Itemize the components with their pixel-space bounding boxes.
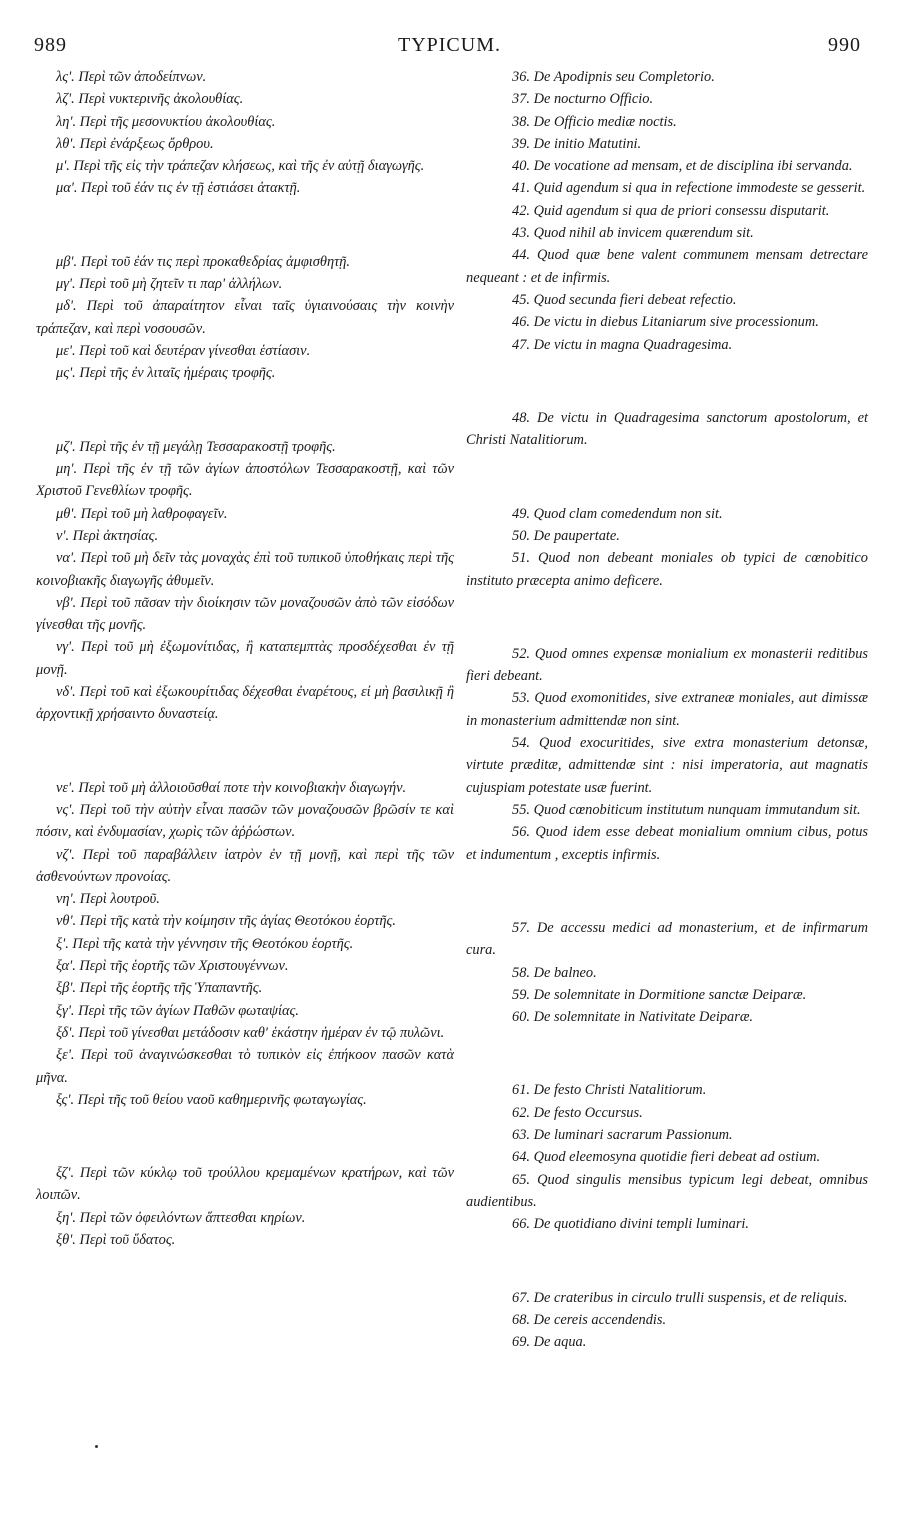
greek-chapter-title: λθ'. Περὶ ἐνάρξεως ὄρθρου. xyxy=(56,135,214,152)
greek-chapter-title: μ'. Περὶ τῆς εἰς τὴν τράπεζαν κλήσεως, καὶ τῆς ἐν αὐτῇ διαγωγῆς. xyxy=(56,158,425,175)
latin-chapter-title: 48. De victu in Quadragesima sanctorum apostolorum, et Christi Natalitiorum. xyxy=(466,409,868,449)
latin-chapter-title: 51. Quod non debeant moniales ob typici de cœnobitico instituto præcepta animo deficere. xyxy=(466,550,868,589)
greek-column xyxy=(36,66,454,1251)
greek-chapter-title: μδ'. Περὶ τοῦ ἀπαραίτητον εἶναι ταῖς ὑγιαινούσαις τὴν κοινὴν τράπεζαν, καὶ περὶ νοσουσῶν. xyxy=(36,298,454,337)
latin-chapter-title: 57. De accessu medici ad monasterium, et de infirmarum cura. xyxy=(466,919,868,959)
latin-chapter-title: 49. Quod clam comedendum non sit. xyxy=(512,505,723,522)
greek-chapter-title: ξθ'. Περὶ τοῦ ὕδατος. xyxy=(56,1232,176,1249)
latin-chapter-title: 46. De victu in diebus Litaniarum sive processionum. xyxy=(512,314,819,331)
latin-chapter-title: 44. Quod quæ bene valent communem mensam detrectare nequeant : et de infirmis. xyxy=(466,247,868,286)
spacer xyxy=(36,740,454,762)
greek-chapter-title: ξδ'. Περὶ τοῦ γίνεσθαι μετάδοσιν καθ' ἑκάστην ἡμέραν ἐν τῷ πυλῶνι. xyxy=(56,1024,445,1041)
greek-chapter-title: ξγ'. Περὶ τῆς τῶν ἁγίων Παθῶν φωταψίας. xyxy=(56,1002,299,1019)
greek-chapter-title: νς'. Περὶ τοῦ τὴν αὐτὴν εἶναι πασῶν τῶν μοναζουσῶν βρῶσίν τε καὶ πόσιν, καὶ ἐνδυμασίαν, χωρὶς τῶν ἀῤῥώστων. xyxy=(36,801,454,841)
spacer xyxy=(466,466,868,488)
latin-chapter-title: 41. Quid agendum si qua in refectione immodeste se gesserit. xyxy=(512,180,866,197)
greek-chapter-title: να'. Περὶ τοῦ μὴ δεῖν τὰς μοναχὰς ἐπὶ τοῦ τυπικοῦ ὑποθήκαις περὶ τῆς κοινοβιακῆς διαγωγῆς ἀθυμεῖν. xyxy=(36,550,454,589)
latin-chapter-title: 60. De solemnitate in Nativitate Deiparæ. xyxy=(512,1009,754,1026)
greek-chapter-title: μβ'. Περὶ τοῦ ἐάν τις περὶ προκαθεδρίας ἀμφισθητῇ. xyxy=(56,253,350,270)
greek-chapter-title: νγ'. Περὶ τοῦ μὴ ἐξωμονίτιδας, ἢ καταπεμπτὰς προσδέχεσθαι ἐν τῇ μονῇ. xyxy=(36,639,454,678)
greek-chapter-title: νβ'. Περὶ τοῦ πᾶσαν τὴν διοίκησιν τῶν μοναζουσῶν ἀπὸ τῶν εἰσόδων γίνεσθαι τῆς μονῆς. xyxy=(36,594,454,634)
greek-chapter-title: μη'. Περὶ τῆς ἐν τῇ τῶν ἁγίων ἀποστόλων Τεσσαρακοστῇ, καὶ τῶν Χριστοῦ Γενεθλίων τροφῆς. xyxy=(36,461,454,500)
greek-chapter-title: μζ'. Περὶ τῆς ἐν τῇ μεγάλῃ Τεσσαρακοστῇ τροφῆς. xyxy=(56,438,336,455)
spacer xyxy=(36,1126,454,1148)
greek-chapter-title: ξα'. Περὶ τῆς ἑορτῆς τῶν Χριστουγέννων. xyxy=(56,958,289,975)
latin-chapter-title: 66. De quotidiano divini templi luminari. xyxy=(512,1216,750,1233)
spacer xyxy=(466,606,868,628)
latin-chapter-title: 68. De cereis accendendis. xyxy=(512,1311,667,1328)
spacer xyxy=(466,370,868,392)
greek-chapter-title: λη'. Περὶ τῆς μεσονυκτίου ἀκολουθίας. xyxy=(56,113,276,130)
latin-chapter-title: 39. De initio Matutini. xyxy=(512,135,642,152)
latin-chapter-title: 38. De Officio mediæ noctis. xyxy=(512,113,677,130)
latin-chapter-title: 65. Quod singulis mensibus typicum legi debeat, omnibus audientibus. xyxy=(466,1171,868,1210)
latin-chapter-title: 45. Quod secunda fieri debeat refectio. xyxy=(512,291,737,308)
latin-chapter-title: 64. Quod eleemosyna quotidie fieri debeat ad ostium. xyxy=(512,1149,821,1166)
spacer xyxy=(36,399,454,421)
latin-chapter-title: 63. De luminari sacrarum Passionum. xyxy=(512,1127,733,1144)
latin-chapter-title: 54. Quod exocuritides, sive extra monasterium detonsæ, virtute præditæ, admittendæ sint : nisi imperatoria, aut magnatis cujuspiam potestate usæ fuerint. xyxy=(466,735,868,796)
greek-chapter-title: μα'. Περὶ τοῦ ἐάν τις ἐν τῇ ἑστιάσει ἀτακτῇ. xyxy=(56,180,301,197)
latin-chapter-title: 61. De festo Christi Natalitiorum. xyxy=(512,1082,707,1099)
latin-chapter-title: 55. Quod cœnobiticum institutum nunquam immutandum sit. xyxy=(512,801,861,818)
spacer xyxy=(466,1043,868,1065)
greek-chapter-title: ξ'. Περὶ τῆς κατὰ τὴν γέννησιν τῆς Θεοτόκου ἑορτῆς. xyxy=(56,935,354,952)
greek-chapter-title: ν'. Περὶ ἀκτησίας. xyxy=(56,527,159,544)
latin-chapter-title: 36. De Apodipnis seu Completorio. xyxy=(512,69,715,85)
latin-column xyxy=(466,66,868,1354)
latin-chapter-title: 37. De nocturno Officio. xyxy=(512,91,654,108)
greek-chapter-title: ξε'. Περὶ τοῦ ἀναγινώσκεσθαι τὸ τυπικὸν εἰς ἐπήκοον πασῶν κατὰ μῆνα. xyxy=(36,1047,454,1086)
spacer xyxy=(466,880,868,902)
page-number-left: 989 xyxy=(34,34,67,56)
latin-chapter-title: 56. Quod idem esse debeat monialium omnium cibus, potus et indumentum , exceptis infirmis. xyxy=(466,824,868,863)
greek-chapter-title: μθ'. Περὶ τοῦ μὴ λαθροφαγεῖν. xyxy=(56,505,228,522)
greek-chapter-title: νη'. Περὶ λουτροῦ. xyxy=(56,891,160,908)
greek-chapter-title: μγ'. Περὶ τοῦ μὴ ζητεῖν τι παρ' ἀλλήλων. xyxy=(56,276,283,293)
latin-chapter-title: 50. De paupertate. xyxy=(512,527,620,544)
latin-chapter-title: 47. De victu in magna Quadragesima. xyxy=(512,336,733,353)
latin-chapter-title: 67. De crateribus in circulo trulli suspensis, et de reliquis. xyxy=(512,1289,848,1306)
latin-chapter-title: 40. De vocatione ad mensam, et de disciplina ibi servanda. xyxy=(512,158,853,175)
greek-chapter-title: ξζ'. Περὶ τῶν κύκλῳ τοῦ τρούλλου κρεμαμένων κρατήρων, καὶ τῶν λοιπῶν. xyxy=(36,1165,454,1204)
greek-chapter-title: με'. Περὶ τοῦ καὶ δευτέραν γίνεσθαι ἑστίασιν. xyxy=(56,343,311,360)
latin-chapter-title: 42. Quid agendum si qua de priori consessu disputarit. xyxy=(512,202,830,219)
ink-speck xyxy=(95,1445,98,1448)
running-title: TYPICUM. xyxy=(397,34,501,56)
latin-chapter-title: 53. Quod exomonitides, sive extraneæ moniales, aut dimissæ in monasterium admittendæ non sint. xyxy=(466,690,868,729)
greek-chapter-title: ξη'. Περὶ τῶν ὀφειλόντων ἅπτεσθαι κηρίων. xyxy=(56,1209,306,1226)
greek-chapter-title: λς'. Περὶ τῶν ἀποδείπνων. xyxy=(56,69,207,85)
latin-chapter-title: 62. De festo Occursus. xyxy=(512,1104,643,1121)
greek-chapter-title: νθ'. Περὶ τῆς κατὰ τὴν κοίμησιν τῆς ἁγίας Θεοτόκου ἑορτῆς. xyxy=(56,913,396,930)
greek-chapter-title: ξς'. Περὶ τῆς τοῦ θείου ναοῦ καθημερινῆς φωταγωγίας. xyxy=(56,1091,367,1108)
greek-chapter-title: ξβ'. Περὶ τῆς ἑορτῆς τῆς Ὑπαπαντῆς. xyxy=(56,980,263,997)
latin-chapter-title: 58. De balneo. xyxy=(512,964,597,981)
greek-chapter-title: νζ'. Περὶ τοῦ παραβάλλειν ἰατρὸν ἐν τῇ μονῇ, καὶ περὶ τῆς τῶν ἀσθενούντων προνοίας. xyxy=(36,846,454,885)
latin-chapter-title: 52. Quod omnes expensæ monialium ex monasterii reditibus fieri debeant. xyxy=(466,645,868,685)
greek-chapter-title: νδ'. Περὶ τοῦ καὶ ἐξωκουρίτιδας δέχεσθαι ἐναρέτους, εἰ μὴ βασιλικῇ ἢ ἀρχοντικῇ χρήσαιντο δυναστείᾳ. xyxy=(36,683,454,723)
greek-chapter-title: νε'. Περὶ τοῦ μὴ ἀλλοιοῦσθαί ποτε τὴν κοινοβιακὴν διαγωγήν. xyxy=(56,779,407,796)
spacer xyxy=(466,1250,868,1272)
latin-chapter-title: 69. De aqua. xyxy=(512,1334,587,1351)
latin-chapter-title: 43. Quod nihil ab invicem quærendum sit. xyxy=(512,225,754,242)
page-number-right: 990 xyxy=(828,34,861,56)
latin-chapter-title: 59. De solemnitate in Dormitione sanctæ Deiparæ. xyxy=(512,986,807,1003)
running-header xyxy=(0,34,899,58)
greek-chapter-title: μς'. Περὶ τῆς ἐν λιταῖς ἡμέραις τροφῆς. xyxy=(56,365,276,382)
greek-chapter-title: λζ'. Περὶ νυκτερινῆς ἀκολουθίας. xyxy=(56,91,244,108)
spacer xyxy=(36,214,454,236)
